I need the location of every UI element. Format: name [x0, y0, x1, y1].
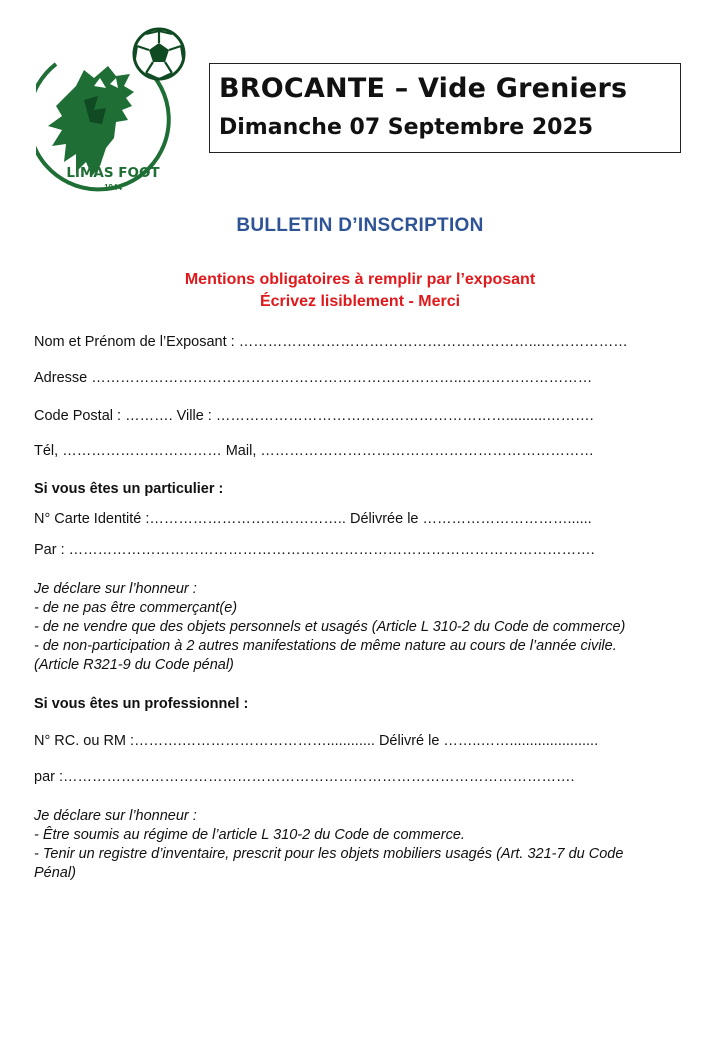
declaration-line: - de ne pas être commerçant(e) — [34, 600, 238, 616]
name-field[interactable]: Nom et Prénom de l’Exposant : ……………………………………………………...……………… — [34, 334, 628, 350]
declaration-line: - de ne vendre que des objets personnels et usagés (Article L 310-2 du Code de commerce) — [34, 619, 626, 635]
club-name: LIMAS FOOT — [66, 165, 160, 181]
individual-declaration — [34, 580, 694, 675]
event-title: BROCANTE – Vide Greniers — [219, 73, 628, 104]
document-heading: BULLETIN D’INSCRIPTION — [236, 215, 484, 236]
legibility-notice: Écrivez lisiblement - Merci — [259, 293, 461, 310]
declaration-line: - Être soumis au régime de l’article L 310-2 du Code de commerce. — [34, 827, 465, 843]
declaration-line: Je déclare sur l’honneur : — [34, 808, 197, 824]
rc-rm-field[interactable]: N° RC. ou RM :……….…………………………............ Délivré le ……..……...................... — [34, 733, 599, 749]
declaration-line: Pénal) — [34, 865, 76, 881]
postal-city-field[interactable]: Code Postal : ………. Ville : ……………………………………………………..........………. — [34, 408, 594, 424]
id-card-field[interactable]: N° Carte Identité :………………………………….. Délivrée le …………………………...... — [34, 511, 592, 527]
event-date: Dimanche 07 Septembre 2025 — [219, 115, 594, 140]
phone-mail-field[interactable]: Tél, …………………………… Mail, …………………………………………………………… — [34, 443, 594, 459]
professional-section-heading: Si vous êtes un professionnel : — [34, 696, 249, 712]
declaration-line: Je déclare sur l’honneur : — [34, 581, 197, 597]
club-year: 1944 — [104, 183, 122, 192]
rc-issued-by-field[interactable]: par :……………………………………………………………………………………………. — [34, 769, 575, 785]
address-field[interactable]: Adresse …………………………………………………………………..……………………… — [34, 370, 593, 386]
event-title-box — [209, 63, 681, 153]
declaration-line: - Tenir un registre d’inventaire, prescrit pour les objets mobiliers usagés (Art. 321-7 du Code — [34, 846, 624, 862]
individual-section-heading: Si vous êtes un particulier : — [34, 481, 224, 497]
declaration-line: (Article R321-9 du Code pénal) — [34, 657, 234, 673]
declaration-line: - de non-participation à 2 autres manifestations de même nature au cours de l’année civile. — [34, 638, 617, 654]
club-logo — [36, 26, 188, 200]
mandatory-notice: Mentions obligatoires à remplir par l’exposant — [184, 271, 536, 288]
id-issued-by-field[interactable]: Par : ………………………………………………………………………………………………. — [34, 542, 595, 558]
professional-declaration — [34, 807, 694, 883]
